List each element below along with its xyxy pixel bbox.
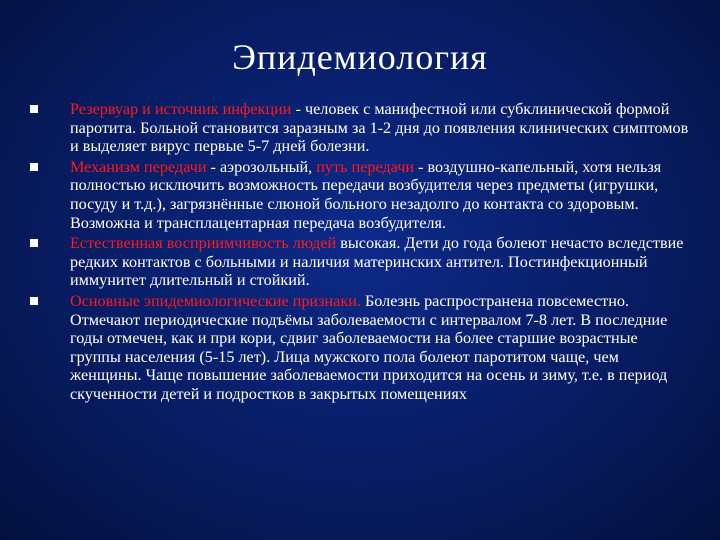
bullet-item-epidemiological-signs [30, 292, 690, 404]
bullet-text: - воздушно-капельный, хотя нельзя полностью исключить возможность передачи возбудителя через предметы (игрушки, посуду и т.д.), загрязнённые слюной больного незадолго до контакта со здоровым. Возможна и трансплацентарная передача возбудителя. [70, 157, 662, 232]
bullet-item-reservoir [30, 100, 690, 156]
highlight-term: Основные эпидемиологические признаки. [70, 291, 361, 310]
bullet-text: - аэрозольный, [206, 157, 317, 176]
square-bullet-icon [30, 163, 38, 171]
square-bullet-icon [30, 239, 38, 247]
bullet-item-transmission [30, 158, 690, 232]
bullet-text: Болезнь распространена повсеместно. Отмечают периодические подъёмы заболеваемости с интервалом 7-8 лет. В последние годы отмечен, как и при кори, сдвиг заболеваемости на более старшие возрастные группы населения (5-15 лет). Лица мужского пола болеют паротитом чаще, чем женщины. Чаще повышение заболеваемости приходится на осень и зиму, т.е. в период скученности детей и подростков в закрытых помещениях [70, 291, 668, 403]
highlight-term: Естественная восприимчивость людей [70, 234, 337, 253]
highlight-term: Механизм передачи [70, 157, 207, 176]
bullet-text: - человек с манифестной или субклинической формой паротита. Больной становится заразным за 1-2 дня до появления клинических симптомов и выделяет вирус первые 5-7 дней болезни. [70, 100, 689, 156]
bullet-item-susceptibility [30, 234, 690, 290]
bullet-text: высокая. Дети до года болеют нечасто вследствие редких контактов с больными и наличия материнских антител. Постинфекционный иммунитет длительный и стойкий. [70, 234, 684, 290]
highlight-term: Резервуар и источник инфекции [70, 100, 292, 118]
highlight-term: путь передачи [316, 157, 414, 176]
bullet-list [30, 100, 690, 406]
slide-title: Эпидемиология [232, 37, 488, 77]
square-bullet-icon [30, 297, 38, 305]
square-bullet-icon [30, 105, 38, 113]
